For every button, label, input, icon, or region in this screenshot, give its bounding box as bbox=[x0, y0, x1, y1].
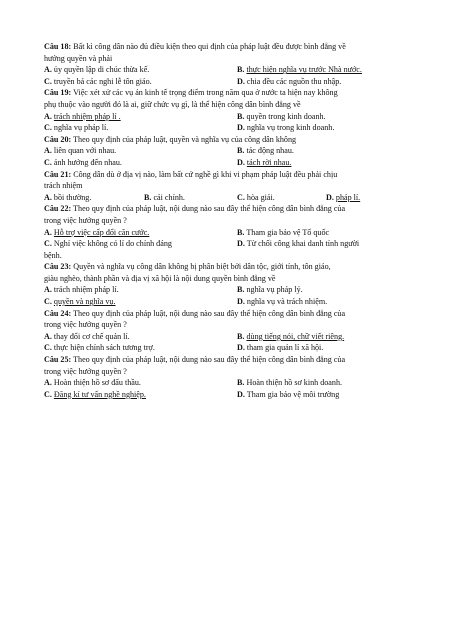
stem-text: Quyền và nghĩa vụ công dân không bị phân biệt bởi dân tộc, giới tính, tôn giáo, bbox=[71, 262, 331, 272]
option-b[interactable]: B. nghĩa vụ pháp lý. bbox=[237, 285, 303, 295]
option-b[interactable]: B. tác động nhau. bbox=[237, 146, 294, 156]
option-d[interactable]: D. chia đều các nguồn thu nhập. bbox=[237, 76, 342, 86]
option-d[interactable]: D. tham gia quản lí xã hội. bbox=[237, 343, 324, 353]
stem-text: Theo quy định của pháp luật, quyền và nghĩa vụ của công dân không bbox=[71, 134, 297, 144]
option-a[interactable]: A. Hoàn thiện hồ sơ đấu thầu. bbox=[44, 378, 141, 388]
option-row bbox=[44, 64, 414, 76]
option-a[interactable]: A. ủy quyền lập di chúc thừa kế. bbox=[44, 65, 150, 75]
option-a[interactable]: A. liên quan với nhau. bbox=[44, 146, 117, 156]
option-c[interactable]: C. quyền và nghĩa vụ. bbox=[44, 297, 116, 307]
option-a[interactable]: A. Hỗ trợ việc cấp đổi căn cước. bbox=[44, 227, 150, 237]
option-d-cont: bệnh. bbox=[44, 250, 62, 260]
option-c[interactable]: C. ảnh hưởng đến nhau. bbox=[44, 157, 122, 167]
question-23-stem bbox=[44, 261, 414, 273]
option-c[interactable]: C. nghĩa vụ pháp lí. bbox=[44, 123, 109, 133]
question-25-stem bbox=[44, 354, 414, 366]
option-b[interactable]: B. cải chính. bbox=[144, 192, 185, 202]
question-25-stem-cont: trong việc hưởng quyền ? bbox=[44, 366, 127, 376]
document-page bbox=[44, 41, 414, 400]
question-21-stem-cont: trách nhiệm bbox=[44, 181, 83, 191]
stem-text: Công dân dù ở địa vị nào, làm bất cứ nghề gì khi vi phạm pháp luật đều phải chịu bbox=[71, 169, 338, 179]
option-a[interactable]: A. thay đổi cơ chế quản lí. bbox=[44, 331, 130, 341]
option-c[interactable]: C. thực hiện chính sách tương trợ. bbox=[44, 343, 155, 353]
option-row bbox=[44, 76, 414, 88]
option-row bbox=[44, 377, 414, 389]
option-a[interactable]: A. bồi thường. bbox=[44, 192, 92, 202]
stem-text: Bất kì công dân nào đủ điều kiện theo qui định của pháp luật đều được bình đẳng về bbox=[71, 42, 346, 51]
stem-text: Theo quy định của pháp luật, nội dung nào sau đây thể hiện công dân bình đẳng của bbox=[71, 308, 346, 318]
option-c[interactable]: C. Đăng kí tư vấn nghề nghiệp. bbox=[44, 389, 146, 399]
option-row bbox=[44, 331, 414, 343]
option-d[interactable]: D. pháp lí. bbox=[326, 192, 361, 202]
question-19-stem-cont: phụ thuộc vào người đó là ai, giữ chức vụ gì, là thể hiện công dân bình đẳng về bbox=[44, 99, 301, 109]
option-d[interactable]: D. Tham gia bảo vệ môi trường bbox=[237, 389, 340, 399]
question-number: Câu 21: bbox=[44, 169, 72, 179]
stem-text: Theo quy định của pháp luật, nội dung nào sau đây thể hiện công dân bình đẳng của bbox=[71, 204, 346, 214]
question-24-stem-cont: trong việc hưởng quyền ? bbox=[44, 320, 127, 330]
option-a[interactable]: A. trách nhiệm pháp lí. bbox=[44, 285, 119, 295]
question-22-stem bbox=[44, 203, 414, 215]
option-row bbox=[44, 192, 414, 204]
question-19-stem bbox=[44, 87, 414, 99]
option-d[interactable]: D. Từ chối công khai danh tính người bbox=[237, 239, 360, 249]
option-d[interactable]: D. nghĩa vụ trong kinh doanh. bbox=[237, 123, 335, 133]
question-number: Câu 19: bbox=[44, 88, 72, 98]
option-row bbox=[44, 284, 414, 296]
option-c[interactable]: C. hòa giải. bbox=[237, 192, 275, 202]
option-b[interactable]: B. thực hiện nghĩa vụ trước Nhà nước. bbox=[237, 65, 362, 75]
option-row bbox=[44, 342, 414, 354]
question-number: Câu 18: bbox=[44, 42, 72, 51]
option-b[interactable]: B. Tham gia bảo vệ Tổ quốc bbox=[237, 227, 330, 237]
question-23-stem-cont: giàu nghèo, thành phần và địa vị xã hội là nội dung quyền bình đẳng về bbox=[44, 273, 276, 283]
question-number: Câu 24: bbox=[44, 308, 72, 318]
question-number: Câu 23: bbox=[44, 262, 72, 272]
option-c[interactable]: C. Nghỉ việc không có lí do chính đáng bbox=[44, 239, 172, 249]
option-row bbox=[44, 389, 414, 401]
option-d[interactable]: D. nghĩa vụ và trách nhiệm. bbox=[237, 297, 328, 307]
option-b[interactable]: B. quyền trong kinh doanh. bbox=[237, 111, 326, 121]
stem-text: Việc xét xử các vụ án kinh tế trọng điểm trong năm qua ở nước ta hiện nay không bbox=[71, 88, 338, 98]
stem-text: Theo quy định của pháp luật, nội dung nào sau đây thể hiện công dân bình đẳng của bbox=[71, 355, 346, 365]
option-row bbox=[44, 227, 414, 239]
question-number: Câu 22: bbox=[44, 204, 72, 214]
option-row bbox=[44, 111, 414, 123]
option-row bbox=[44, 122, 414, 134]
question-21-stem bbox=[44, 169, 414, 181]
option-b[interactable]: B. dùng tiếng nói, chữ viết riêng. bbox=[237, 331, 345, 341]
option-row bbox=[44, 157, 414, 169]
question-18-stem-cont: hưởng quyền và phải bbox=[44, 53, 113, 63]
option-b[interactable]: B. Hoàn thiện hồ sơ kinh doanh. bbox=[237, 378, 343, 388]
question-number: Câu 25: bbox=[44, 355, 72, 365]
option-d[interactable]: D. tách rời nhau. bbox=[237, 157, 292, 167]
option-c[interactable]: C. truyền bá các nghi lễ tôn giáo. bbox=[44, 76, 152, 86]
question-number: Câu 20: bbox=[44, 134, 72, 144]
option-a[interactable]: A. trách nhiệm pháp lí . bbox=[44, 111, 121, 121]
question-22-stem-cont: trong việc hưởng quyền ? bbox=[44, 215, 127, 225]
question-18-stem bbox=[44, 41, 414, 53]
question-20-stem bbox=[44, 134, 414, 146]
option-row bbox=[44, 145, 414, 157]
question-24-stem bbox=[44, 308, 414, 320]
option-row bbox=[44, 296, 414, 308]
option-row bbox=[44, 238, 414, 250]
